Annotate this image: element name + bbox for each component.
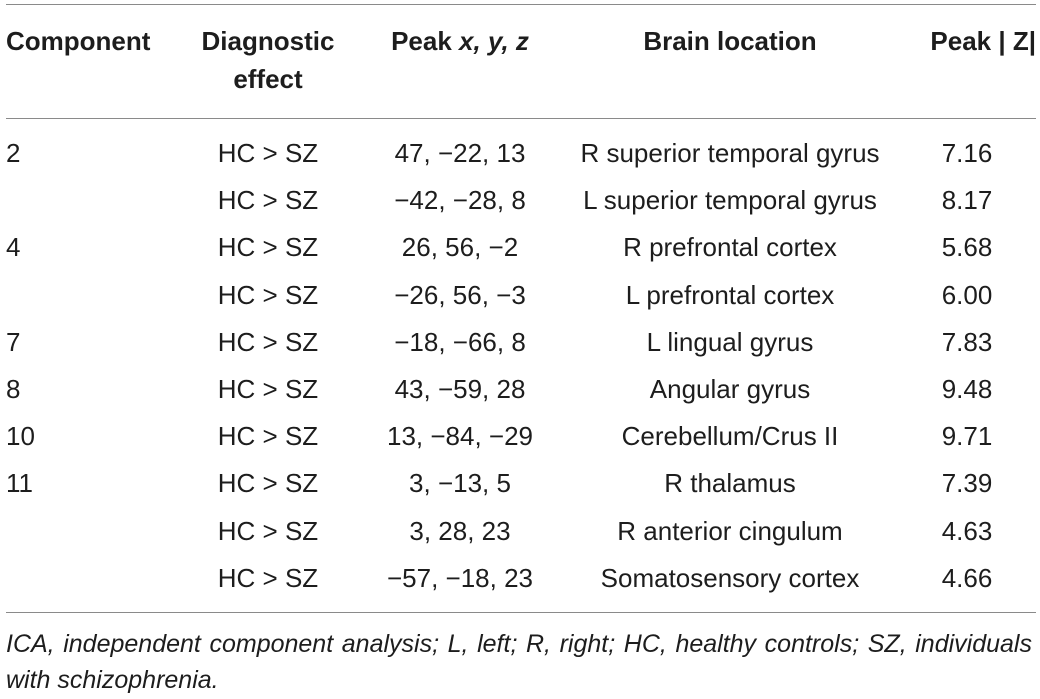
cell-brain-location: R prefrontal cortex	[623, 232, 837, 262]
cell-component: 7	[6, 327, 21, 357]
cell-component: 8	[6, 374, 21, 404]
cell-brain-location: L lingual gyrus	[646, 327, 814, 357]
cell-diagnostic-effect: HC > SZ	[217, 516, 319, 546]
cell-diagnostic-effect: HC > SZ	[217, 374, 319, 404]
header-component: Component	[6, 26, 151, 56]
cell-peak-coordinates: −18, −66, 8	[394, 327, 526, 357]
cell-diagnostic-effect: HC > SZ	[217, 232, 319, 262]
cell-peak-coordinates: 3, 28, 23	[409, 516, 511, 546]
cell-diagnostic-effect: HC > SZ	[217, 563, 319, 593]
header-diagnostic-effect-line2: effect	[233, 64, 303, 94]
cell-brain-location: R anterior cingulum	[617, 516, 843, 546]
cell-peak-coordinates: 3, −13, 5	[409, 468, 511, 498]
cell-peak-coordinates: 47, −22, 13	[394, 138, 526, 168]
cell-brain-location: R thalamus	[664, 468, 796, 498]
cell-brain-location: L prefrontal cortex	[625, 280, 835, 310]
cell-component: 10	[6, 421, 35, 451]
cell-peak-z: 9.48	[941, 374, 993, 404]
table-header-rule	[6, 118, 1036, 119]
cell-brain-location: Somatosensory cortex	[600, 563, 860, 593]
cell-brain-location: L superior temporal gyrus	[583, 185, 877, 215]
cell-peak-coordinates: −26, 56, −3	[394, 280, 526, 310]
cell-component: 11	[6, 468, 33, 498]
cell-peak-z: 8.17	[941, 185, 993, 215]
cell-component: 2	[6, 138, 21, 168]
cell-component: 4	[6, 232, 21, 262]
cell-peak-coordinates: 13, −84, −29	[386, 421, 534, 451]
cell-diagnostic-effect: HC > SZ	[217, 421, 319, 451]
cell-brain-location: R superior temporal gyrus	[580, 138, 880, 168]
table-bottom-rule	[6, 612, 1036, 613]
cell-peak-coordinates: −42, −28, 8	[394, 185, 526, 215]
cell-brain-location: Angular gyrus	[649, 374, 811, 404]
header-peak-coordinates	[362, 25, 558, 57]
header-brain-location: Brain location	[643, 26, 817, 56]
cell-diagnostic-effect: HC > SZ	[217, 468, 319, 498]
cell-peak-z: 7.39	[941, 468, 993, 498]
table-footnote: ICA, independent component analysis; L, left; R, right; HC, healthy controls; SZ, individuals with schizophrenia.	[6, 630, 1032, 694]
cell-peak-z: 7.83	[941, 327, 993, 357]
cell-peak-z: 6.00	[941, 280, 993, 310]
cell-peak-z: 9.71	[941, 421, 993, 451]
header-diagnostic-effect-line1: Diagnostic	[201, 26, 335, 56]
cell-peak-z: 4.63	[941, 516, 993, 546]
cell-peak-z: 7.16	[941, 138, 993, 168]
table-top-rule	[6, 4, 1036, 5]
header-peak-z: Peak | Z|	[930, 26, 1036, 56]
cell-diagnostic-effect: HC > SZ	[217, 327, 319, 357]
cell-peak-z: 4.66	[941, 563, 993, 593]
cell-brain-location: Cerebellum/Crus II	[621, 421, 839, 451]
cell-peak-z: 5.68	[941, 232, 993, 262]
cell-diagnostic-effect: HC > SZ	[217, 138, 319, 168]
header-peak-prefix: Peak	[391, 26, 460, 56]
cell-peak-coordinates: 43, −59, 28	[394, 374, 526, 404]
cell-diagnostic-effect: HC > SZ	[217, 185, 319, 215]
header-peak-xyz: x, y, z	[459, 26, 529, 56]
cell-diagnostic-effect: HC > SZ	[217, 280, 319, 310]
cell-peak-coordinates: 26, 56, −2	[401, 232, 519, 262]
cell-peak-coordinates: −57, −18, 23	[386, 563, 534, 593]
